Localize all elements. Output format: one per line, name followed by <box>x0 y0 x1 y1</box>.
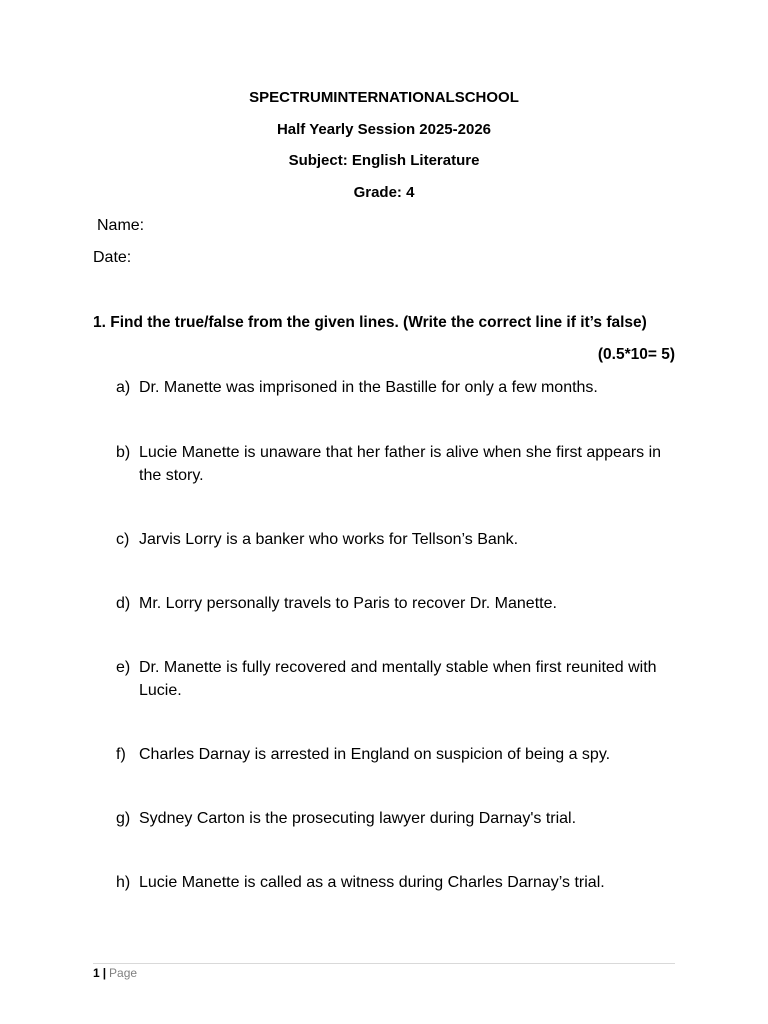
name-label: Name: <box>97 217 145 234</box>
item-text: Sydney Carton is the prosecuting lawyer during Darnay's trial. <box>139 810 577 827</box>
footer-divider <box>93 963 675 964</box>
session-title: Half Yearly Session 2025-2026 <box>276 121 492 138</box>
school-name: SPECTRUMINTERNATIONALSCHOOL <box>249 89 519 106</box>
grade-line: Grade: 4 <box>353 184 415 201</box>
item-label: f) <box>116 746 126 763</box>
page-label: Page <box>109 966 138 980</box>
item-text: Dr. Manette is fully recovered and mentally stable when first reunited with Lucie. <box>139 659 657 699</box>
question-1-marks: (0.5*10= 5) <box>597 346 675 363</box>
item-label: d) <box>116 595 131 612</box>
list-item-h <box>116 871 676 894</box>
item-text: Mr. Lorry personally travels to Paris to recover Dr. Manette. <box>139 595 557 612</box>
footer-separator: | <box>102 966 107 980</box>
list-item-f <box>116 743 676 766</box>
question-1-title: 1. Find the true/false from the given lines. (Write the correct line if it’s false) <box>93 314 647 331</box>
list-item-g <box>116 807 676 830</box>
item-label: e) <box>116 659 131 676</box>
item-label: a) <box>116 379 131 396</box>
list-item-b <box>116 441 676 487</box>
item-text: Charles Darnay is arrested in England on suspicion of being a spy. <box>139 746 611 763</box>
list-item-e <box>116 656 676 702</box>
list-item-d <box>116 592 676 615</box>
item-text: Jarvis Lorry is a banker who works for Tellson’s Bank. <box>139 531 519 548</box>
item-label: b) <box>116 444 131 461</box>
list-item-a <box>116 376 676 399</box>
page-footer <box>93 965 137 981</box>
page-number: 1 <box>93 966 100 980</box>
subject-line: Subject: English Literature <box>288 152 480 169</box>
item-label: c) <box>116 531 130 548</box>
item-label: g) <box>116 810 131 827</box>
item-text: Dr. Manette was imprisoned in the Bastille for only a few months. <box>139 379 598 396</box>
item-label: h) <box>116 874 131 891</box>
item-text: Lucie Manette is called as a witness during Charles Darnay’s trial. <box>139 874 605 891</box>
list-item-c <box>116 528 676 551</box>
item-text: Lucie Manette is unaware that her father is alive when she first appears in the story. <box>139 444 662 484</box>
date-label: Date: <box>93 249 132 266</box>
